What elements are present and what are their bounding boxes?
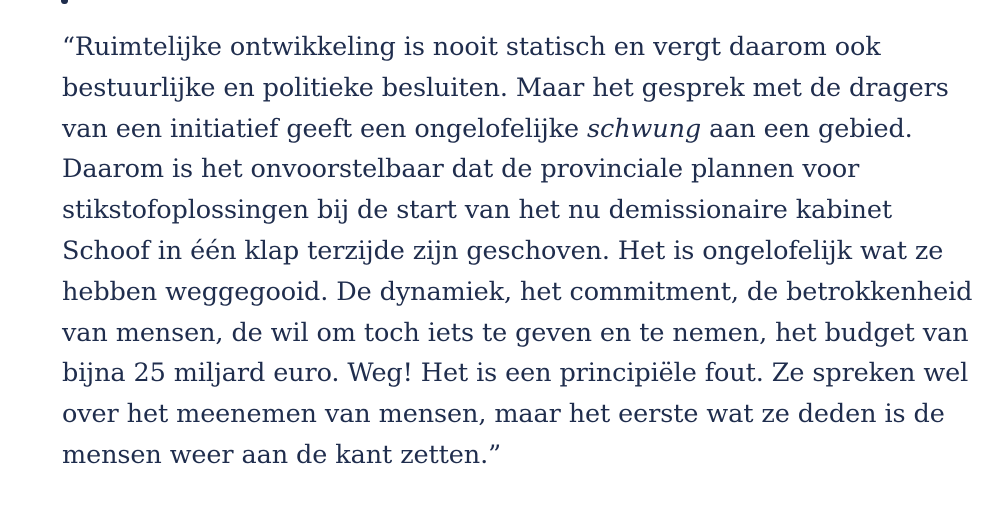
quote-line-4: Daarom is het onvoorstelbaar dat de provinciale plannen voor bbox=[62, 154, 860, 185]
quote-line-8: van mensen, de wil om toch iets te geven en te nemen, het budget van bbox=[62, 317, 969, 348]
pull-quote bbox=[62, 27, 982, 476]
quote-line-3-end: aan een gebied. bbox=[701, 113, 913, 144]
quote-line-10: over het meenemen van mensen, maar het eerste wat ze deden is de bbox=[62, 399, 945, 430]
quote-line-3 bbox=[62, 109, 982, 150]
cropped-text-fragment bbox=[61, 0, 68, 4]
quote-line-11: mensen weer aan de kant zetten.” bbox=[62, 439, 502, 470]
quote-line-1: “Ruimtelijke ontwikkeling is nooit statisch en vergt daarom ook bbox=[62, 32, 881, 62]
emphasized-word: schwung bbox=[587, 113, 702, 144]
quote-line-3-start: van een initiatief geeft een ongelofelijke bbox=[62, 113, 588, 144]
quote-line-6: Schoof in één klap terzijde zijn geschoven. Het is ongelofelijk wat ze bbox=[62, 235, 944, 266]
quote-line-5: stikstofoplossingen bij de start van het nu demissionaire kabinet bbox=[62, 195, 892, 226]
quote-line-7: hebben weggegooid. De dynamiek, het commitment, de betrokkenheid bbox=[62, 276, 973, 307]
quote-line-2: bestuurlijke en politieke besluiten. Maar het gesprek met de dragers bbox=[62, 72, 949, 103]
quote-line-9: bijna 25 miljard euro. Weg! Het is een principiële fout. Ze spreken wel bbox=[62, 358, 969, 389]
